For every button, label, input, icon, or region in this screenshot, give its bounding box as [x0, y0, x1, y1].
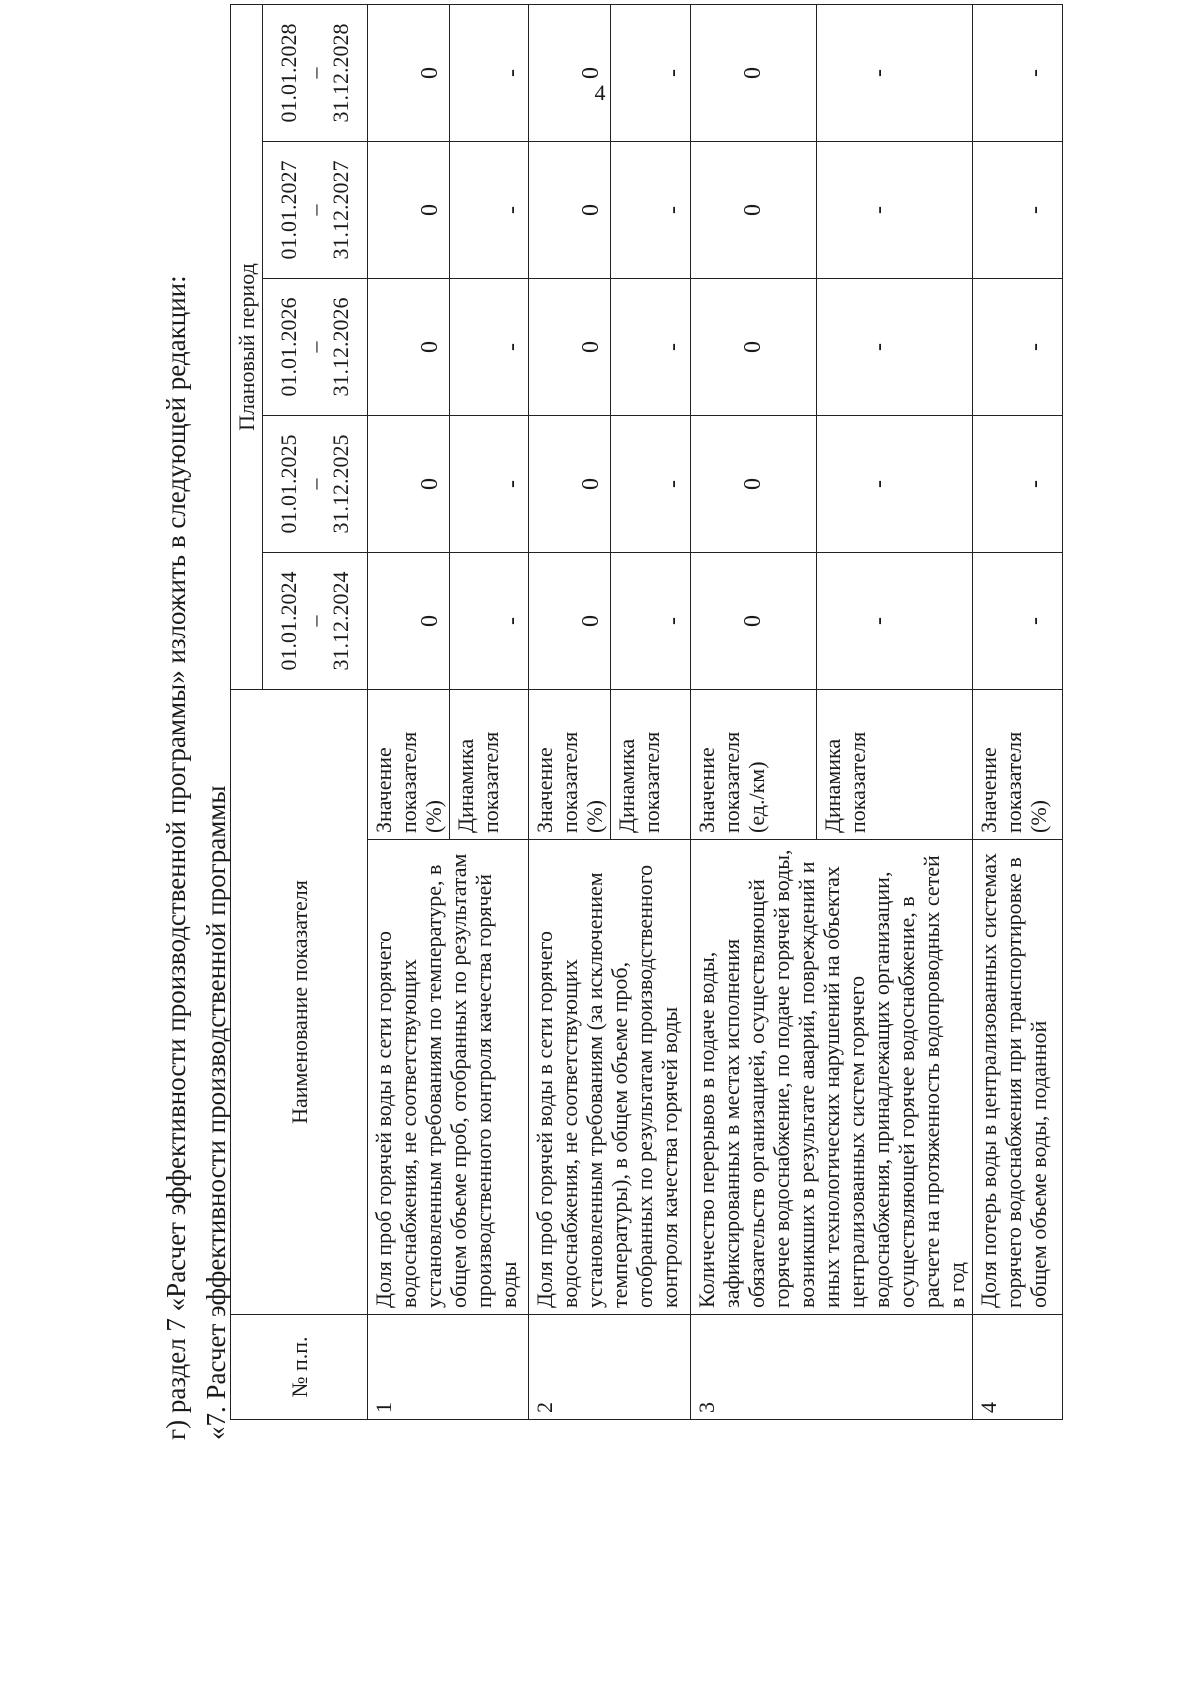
indicator-type: Значение показателя (%) — [973, 690, 1063, 840]
indicator-type: Динамика показателя — [816, 690, 972, 840]
value-cell: 0 — [368, 142, 450, 279]
value-cell: - — [450, 279, 529, 416]
value-cell: 0 — [529, 416, 611, 553]
value-cell: - — [450, 142, 529, 279]
indicator-name: Количество перерывов в подаче воды, зафиксированных в местах исполнения обязательств организацией, осуществляющей горячее водоснабжение, по подаче горячей воды, возникших в результате аварий, повреждений и иных технологических нарушений на объектах централизованных систем горячего водоснабжения, принадлежащих организации, осуществляющей горячее водоснабжение, в расчете на протяженность водопроводных сетей в год — [691, 840, 973, 1315]
indicator-type: Динамика показателя — [450, 690, 529, 840]
header-period: 01.01.2026 – 31.12.2026 — [263, 279, 368, 416]
header-planned-period: Плановый период — [231, 5, 263, 690]
value-cell: 0 — [529, 279, 611, 416]
value-cell: 0 — [691, 553, 817, 690]
page-number: 4 — [594, 80, 606, 105]
indicator-type: Значение показателя (ед./км) — [691, 690, 817, 840]
value-cell: 0 — [368, 416, 450, 553]
value-cell: - — [611, 416, 691, 553]
row-number: 3 — [691, 1315, 973, 1420]
section-title: «7. Расчет эффективности производственной программы — [201, 785, 231, 1440]
value-cell: - — [611, 279, 691, 416]
value-cell: 0 — [691, 279, 817, 416]
indicator-name: Доля потерь воды в централизованных системах горячего водоснабжения при транспортировке в общем объеме воды, поданной — [973, 840, 1063, 1315]
value-cell: - — [973, 5, 1063, 142]
value-cell: - — [816, 142, 972, 279]
value-cell: - — [450, 553, 529, 690]
value-cell: - — [973, 416, 1063, 553]
value-cell: - — [973, 142, 1063, 279]
indicator-type: Динамика показателя — [611, 690, 691, 840]
indicator-type: Значение показателя (%) — [529, 690, 611, 840]
value-cell: 0 — [529, 142, 611, 279]
value-cell: - — [816, 553, 972, 690]
value-cell: - — [973, 553, 1063, 690]
value-cell: - — [611, 142, 691, 279]
value-cell: 0 — [691, 5, 817, 142]
row-number: 4 — [973, 1315, 1063, 1420]
value-cell: 0 — [529, 553, 611, 690]
indicator-type: Значение показателя (%) — [368, 690, 450, 840]
value-cell: - — [816, 5, 972, 142]
value-cell: 0 — [529, 5, 611, 142]
value-cell: - — [450, 416, 529, 553]
value-cell: - — [611, 5, 691, 142]
intro-text: г) раздел 7 «Расчет эффективности производственной программы» изложить в следующей редакции: — [161, 275, 191, 1440]
header-period: 01.01.2024 – 31.12.2024 — [263, 553, 368, 690]
value-cell: - — [816, 279, 972, 416]
value-cell: 0 — [368, 279, 450, 416]
value-cell: 0 — [368, 5, 450, 142]
value-cell: - — [611, 553, 691, 690]
efficiency-table — [230, 4, 1063, 1420]
value-cell: - — [816, 416, 972, 553]
header-period: 01.01.2028 – 31.12.2028 — [263, 5, 368, 142]
header-num: № п.п. — [231, 1315, 368, 1420]
header-period: 01.01.2025 – 31.12.2025 — [263, 416, 368, 553]
value-cell: - — [973, 279, 1063, 416]
header-period: 01.01.2027 – 31.12.2027 — [263, 142, 368, 279]
row-number: 1 — [368, 1315, 529, 1420]
rotated-content — [160, 0, 1200, 1480]
indicator-name: Доля проб горячей воды в сети горячего водоснабжения, не соответствующих установленным требованиям по температуре, в общем объеме проб, отобранных по результатам производственного контроля качества горячей воды — [368, 840, 529, 1315]
value-cell: 0 — [368, 553, 450, 690]
value-cell: 0 — [691, 416, 817, 553]
row-number: 2 — [529, 1315, 691, 1420]
value-cell: 0 — [691, 142, 817, 279]
value-cell: - — [450, 5, 529, 142]
indicator-name: Доля проб горячей воды в сети горячего водоснабжения, не соответствующих установленным требованиям (за исключением температуры), в общем объеме проб, отобранных по результатам производственного контроля качества горячей воды — [529, 840, 691, 1315]
header-name: Наименование показателя — [231, 690, 368, 1315]
